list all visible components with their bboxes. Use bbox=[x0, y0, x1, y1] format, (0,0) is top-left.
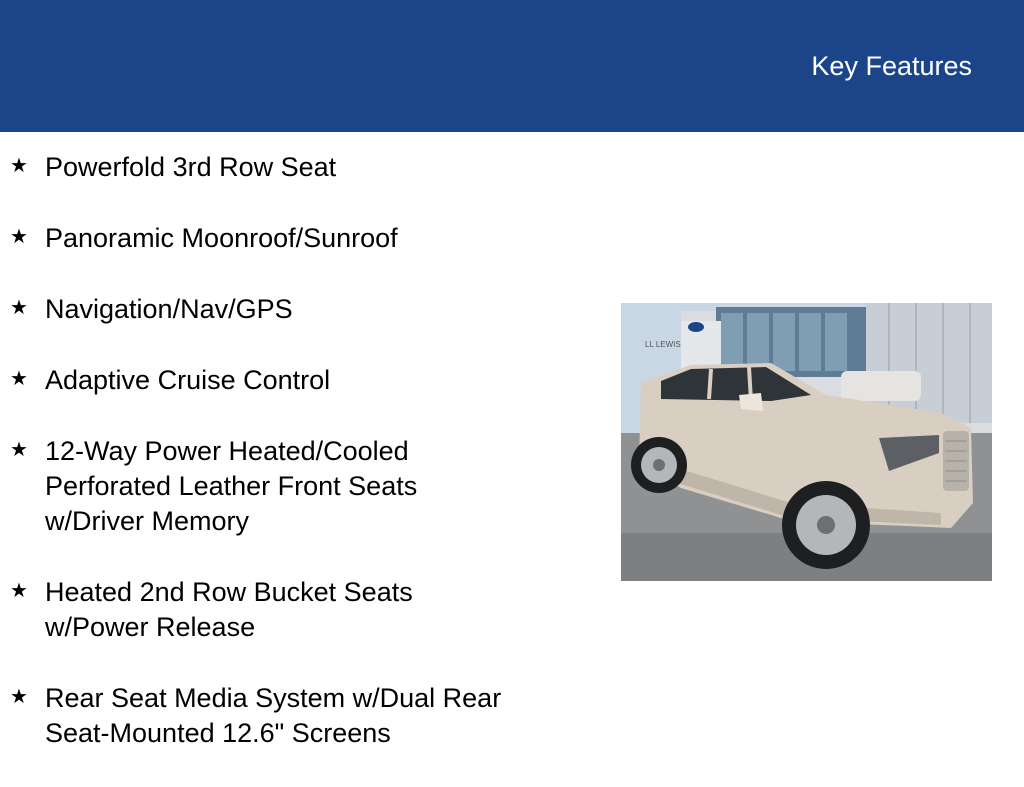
feature-line: w/Driver Memory bbox=[45, 506, 250, 536]
star-icon: ★ bbox=[10, 295, 28, 319]
dealer-sign: LL LEWIS bbox=[645, 340, 681, 349]
star-icon: ★ bbox=[10, 153, 28, 177]
header-banner bbox=[0, 0, 1024, 132]
star-icon: ★ bbox=[10, 684, 28, 708]
feature-line: w/Power Release bbox=[45, 612, 256, 642]
star-icon: ★ bbox=[10, 578, 28, 602]
feature-line: Seat-Mounted 12.6" Screens bbox=[45, 718, 391, 748]
feature-line: Navigation/Nav/GPS bbox=[45, 294, 293, 324]
feature-item bbox=[10, 150, 590, 185]
feature-line: Perforated Leather Front Seats bbox=[45, 471, 418, 501]
star-icon: ★ bbox=[10, 437, 28, 461]
feature-line: 12-Way Power Heated/Cooled bbox=[45, 436, 409, 466]
feature-list bbox=[10, 150, 590, 787]
feature-item bbox=[10, 575, 590, 645]
suv-illustration bbox=[621, 303, 992, 581]
feature-item bbox=[10, 681, 590, 751]
vehicle-photo bbox=[621, 303, 992, 581]
page-title: Key Features bbox=[811, 51, 972, 81]
feature-line: Powerfold 3rd Row Seat bbox=[45, 152, 337, 182]
feature-item bbox=[10, 363, 590, 398]
feature-line: Heated 2nd Row Bucket Seats bbox=[45, 577, 413, 607]
feature-line: Adaptive Cruise Control bbox=[45, 365, 331, 395]
feature-item bbox=[10, 434, 590, 539]
feature-line: Panoramic Moonroof/Sunroof bbox=[45, 223, 398, 253]
feature-item bbox=[10, 292, 590, 327]
star-icon: ★ bbox=[10, 366, 28, 390]
star-icon: ★ bbox=[10, 224, 28, 248]
feature-item bbox=[10, 221, 590, 256]
feature-line: Rear Seat Media System w/Dual Rear bbox=[45, 683, 502, 713]
